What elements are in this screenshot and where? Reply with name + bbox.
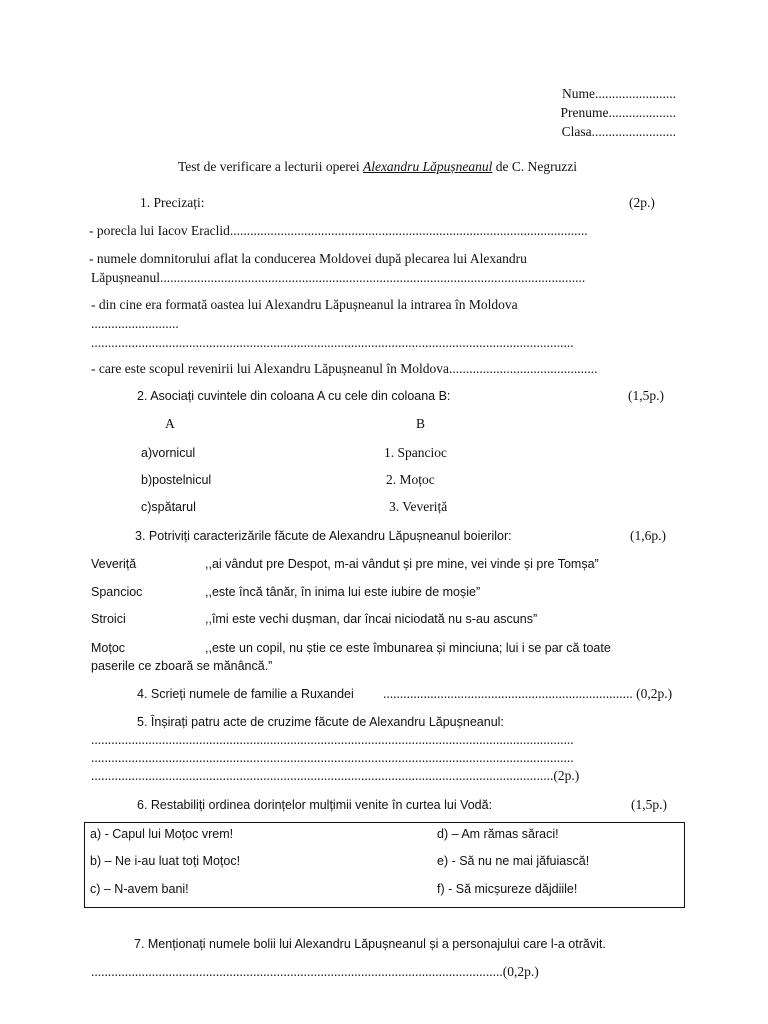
q1-item: ............................................................................................................................................... bbox=[91, 335, 574, 350]
q3-label: 3. Potriviți caracterizările făcute de Alexandru Lăpușneanul boierilor: bbox=[135, 529, 512, 543]
q2-col-b-item: 1. Spancioc bbox=[384, 445, 447, 460]
surname-field-label: Prenume.................... bbox=[560, 105, 676, 120]
q6-option: f) - Să micșureze dăjdiile! bbox=[437, 882, 578, 896]
q2-col-b-item: 3. Veveriță bbox=[389, 499, 448, 514]
q5-label: 5. Înșirați patru acte de cruzime făcute de Alexandru Lăpușneanul: bbox=[137, 715, 504, 729]
q3-points: (1,6p.) bbox=[630, 528, 666, 543]
q6-points: (1,5p.) bbox=[631, 797, 667, 812]
q4-label: 4. Scrieți numele de familie a Ruxandei bbox=[137, 687, 354, 701]
q3-quote: ,,este un copil, nu știe ce este îmbunarea și minciuna; lui i se par că toate bbox=[205, 641, 611, 655]
q6-option: e) - Să nu ne mai jăfuiască! bbox=[437, 854, 590, 868]
q3-quote: ,,este încă tânăr, în inima lui este iubire de moșie” bbox=[205, 585, 481, 599]
q2-label: 2. Asociați cuvintele din coloana A cu cele din coloana B: bbox=[137, 389, 451, 403]
q3-name: Stroici bbox=[91, 612, 126, 626]
q3-quote: ,,îmi este vechi dușman, dar încai niciodată nu s-au ascuns” bbox=[205, 612, 538, 626]
q6-option: a) - Capul lui Moțoc vrem! bbox=[90, 827, 234, 841]
q2-col-a-header: A bbox=[165, 416, 175, 431]
q2-col-a-item: a)vornicul bbox=[141, 446, 196, 460]
q4-answer-line: .......................................................................... (0,2p.) bbox=[383, 686, 673, 701]
class-field-label: Clasa......................... bbox=[561, 124, 676, 139]
q1-item: - care este scopul revenirii lui Alexandru Lăpușneanul în Moldova............................................ bbox=[91, 361, 598, 376]
q1-item: - din cine era formată oastea lui Alexandru Lăpușneanul la intrarea în Moldova bbox=[91, 297, 518, 312]
q2-col-a-item: c)spătarul bbox=[141, 500, 196, 514]
q6-option: c) – N-avem bani! bbox=[90, 882, 189, 896]
q7-label: 7. Menționați numele bolii lui Alexandru Lăpușneanul și a personajului care l-a otrăvit. bbox=[134, 937, 606, 951]
q6-option: b) – Ne i-au luat toți Moțoc! bbox=[90, 854, 241, 868]
q5-answer-line: ............................................................................................................................................... bbox=[91, 750, 574, 765]
title-prefix: Test de verificare a lecturii operei bbox=[178, 159, 363, 174]
q3-quote-continued: paserile ce zboară se mănâncă.” bbox=[91, 659, 273, 673]
title-suffix: de C. Negruzzi bbox=[492, 159, 578, 174]
q1-points: (2p.) bbox=[629, 195, 655, 210]
q3-quote: ,,ai vândut pre Despot, m-ai vândut și pre mine, vei vinde și pre Tomșa” bbox=[205, 557, 599, 571]
q1-item: - porecla lui Iacov Eraclid.......................................................................................................... bbox=[89, 223, 588, 238]
q1-label: 1. Precizați: bbox=[140, 195, 205, 210]
q6-option: d) – Am rămas săraci! bbox=[437, 827, 559, 841]
q3-name: Veveriță bbox=[91, 557, 137, 571]
q7-answer-line: ..........................................................................................................................(0,2p.) bbox=[91, 964, 539, 979]
q2-col-b-header: B bbox=[416, 416, 426, 431]
q6-label: 6. Restabiliți ordinea dorințelor mulțimii venite în curtea lui Vodă: bbox=[137, 798, 493, 812]
q1-item: .......................... bbox=[91, 316, 179, 331]
q3-name: Moțoc bbox=[91, 641, 126, 655]
q2-col-b-item: 2. Moțoc bbox=[386, 472, 435, 487]
q1-item: Lăpușneanul.............................................................................................................................. bbox=[91, 270, 586, 285]
q2-points: (1,5p.) bbox=[628, 388, 664, 403]
name-field-label: Nume........................ bbox=[562, 86, 676, 101]
q3-name: Spancioc bbox=[91, 585, 143, 599]
title-work: Alexandru Lăpușneanul bbox=[362, 159, 493, 174]
q5-answer-line: .........................................................................................................................................(2p.) bbox=[91, 768, 580, 783]
q5-answer-line: ............................................................................................................................................... bbox=[91, 732, 574, 747]
q2-col-a-item: b)postelnicul bbox=[141, 473, 212, 487]
page-title bbox=[178, 159, 577, 175]
q1-item: - numele domnitorului aflat la conducerea Moldovei după plecarea lui Alexandru bbox=[89, 251, 527, 266]
